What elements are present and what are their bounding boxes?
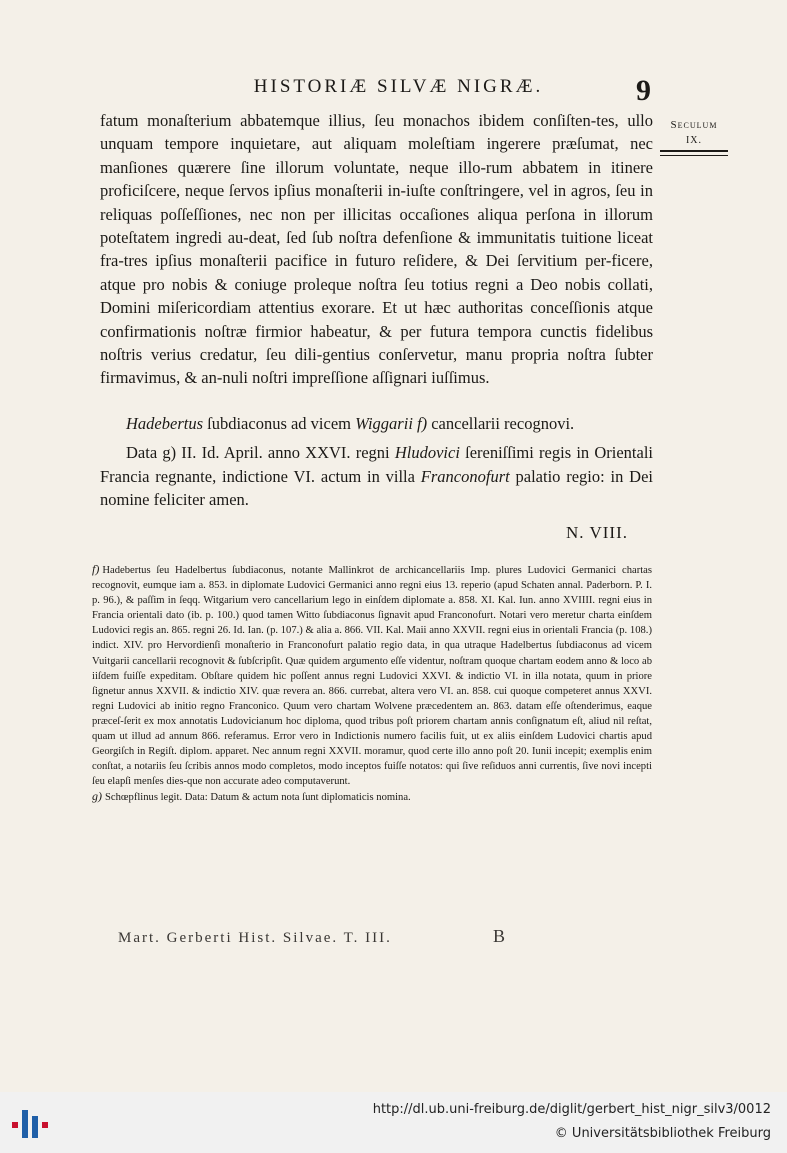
ub-freiburg-logo-icon <box>12 1106 52 1142</box>
next-document-heading: N. VIII. <box>566 523 628 542</box>
running-head: HISTORIÆ SILVÆ NIGRÆ. <box>253 76 544 97</box>
footnotes <box>92 562 652 806</box>
name-wiggarii: Wiggarii f) <box>355 414 428 433</box>
main-text <box>100 109 653 390</box>
footnote-f <box>92 562 652 789</box>
place-franconofurt: Franconofurt <box>420 466 510 486</box>
recognition-line: Hadebertus ſubdiaconus ad vicem Wiggarii f) cancellarii recognovi. <box>126 414 575 433</box>
margin-note-century: IX. <box>685 135 703 146</box>
signature-mark: B <box>493 926 506 946</box>
dating-clause: Data g) II. Id. April. anno XXVI. regni Hludovici ſereniſſimi regis in Orientali Francia regnante, indictione VI. actum in villa Franconofurt palatio regio: in Dei nomine feliciter amen. <box>100 443 653 510</box>
footnote-marker-g: g) <box>92 789 102 804</box>
margin-rule-thick <box>660 150 728 152</box>
footnote-f-text: Hadebertus ſeu Hadelbertus ſubdiaconus, notante Mallinkrot de archicancellariis Imp. plures Ludovici Germanici chartas recognovit, eumque iam a. 853. in diplomate Ludovici Germanici anno regni eius 13. reperio (apud Schaten annal. Paderborn. P. I. p. 96.), & paſſim in ſeqq. Witgarium vero cancellarium lego in einſdem diplomate a. 858. XI. Kal. Iun. anno XVIIII. regni eius in Francia orientali dato (ib. p. 100.) quod tamen Witto ſubdiaconus ſignavit apud Franconofurt. Notari vero meretur charta einſdem Ludovici regis an. 865. regni 26. Id. Ian. (p. 107.) & alia a. 866. VII. Kal. Maii anno XXVII. regni eius in orientali Francia (p. 108.) indict. XIV. pro Hervordienſi monaſterio in Franconofurt palatio regio data, in qua utraque Hadelbertus ſubdiaconus ad vicem Vuitgarii cancellarii recognovit & ſubſcripſit. Quæ quidem argumento eſſe videntur, noſtram quoque chartam eodem anno & loco ab iiſdem fuiſſe expeditam. Obſtare quidem hic poſſent annus regni Ludovici XXVI. & indictio VI. in illa notata, quum in priore ſignetur annus XXVII. & indictio XIV. quæ revera an. 866. currebat, altera vero VI. an. 858. cui quoque competeret annus XXVI. regni Ludovici ab initio regno Franconico. Quum vero chartam Wolvene præcedentem an. 863. datam eſſe oſtenderimus, eaque præceſ-ſerit ex mox annotatis Ludovicianum hoc diploma, quod tribus poſt priorem chartam annis conſignatum eſt, aliud nil reſtat, quam ut illud ad annum 866. referamus. Error vero in Indictionis numero facilis fuit, ut ex aliis einſdem Ludovici chartis apud Georgiſch in Regiſt. diplom. apparet. Nec annum regni XXVII. moramur, quod certe illo anno poſt 20. Iunii incepit; exemplis enim conſtat, a notariis ſeu ſcribis annos modo completos, modo inceptos fuiſſe notatos: qui ſive reſiduos anni currentis, ſive novi incepti ſeu elapſi menſes dies-que non accurate adeo computaverunt. <box>92 565 652 788</box>
footnote-g <box>92 789 652 805</box>
footnote-marker-f: f) <box>92 562 100 576</box>
margin-rule-thin <box>660 155 728 156</box>
document-url-link[interactable]: http://dl.ub.uni-freiburg.de/diglit/gerbert_hist_nigr_silv3/0012 <box>372 1102 771 1117</box>
copyright-text: © Universitätsbibliothek Freiburg <box>554 1126 771 1141</box>
viewer-footer <box>0 1092 787 1153</box>
name-hludovici: Hludovici <box>394 443 460 463</box>
margin-note-seculum: Seculum <box>670 119 718 131</box>
footnote-g-text: Schœpflinus legit. Data: Datum & actum nota ſunt diplomaticis nomina. <box>105 792 411 804</box>
printer-signature: Mart. Gerberti Hist. Silvae. T. III. <box>118 930 392 946</box>
margin-note <box>660 118 728 156</box>
page-number: 9 <box>636 74 651 107</box>
name-hadebertus: Hadebertus <box>126 414 203 433</box>
main-paragraph: fatum monaſterium abbatemque illius, ſeu monachos ibidem conſiſten-tes, ullo unquam tempore inquietare, aut aliquam moleſtiam ingerere præſumat, nec manſiones quærere ſine illorum voluntate, neque illo-rum abbatem in itinere proficiſcere, neque ſervos ipſius monaſterii in-iuſte conſtringere, vel in agros, ſeu in reliquas poſſeſſiones, nec non per illicitas occaſiones aliqua perſona in illorum poteſtatem ingredi au-deat, ſed ſub noſtra defenſione & immunitatis tuitione liceat fra-tres ipſius monaſterii pacifice in futuro reſidere, & Dei ſervitium per-ficere, atque pro nobis & coniuge proleque noſtra ſeu totius regni a Deo nobis collati, Domini miſericordiam attentius exorare. Et ut hæc authoritas conceſſionis atque confirmationis noſtræ firmior habeatur, & per futura tempora cunctis fidelibus noſtris verius credatur, ſeu dili-gentius conſervetur, manu propria noſtra ſubter firmavimus, & an-nuli noſtri impreſſione aſſignari iuſſimus. <box>100 111 653 388</box>
subscription-block <box>100 412 653 512</box>
